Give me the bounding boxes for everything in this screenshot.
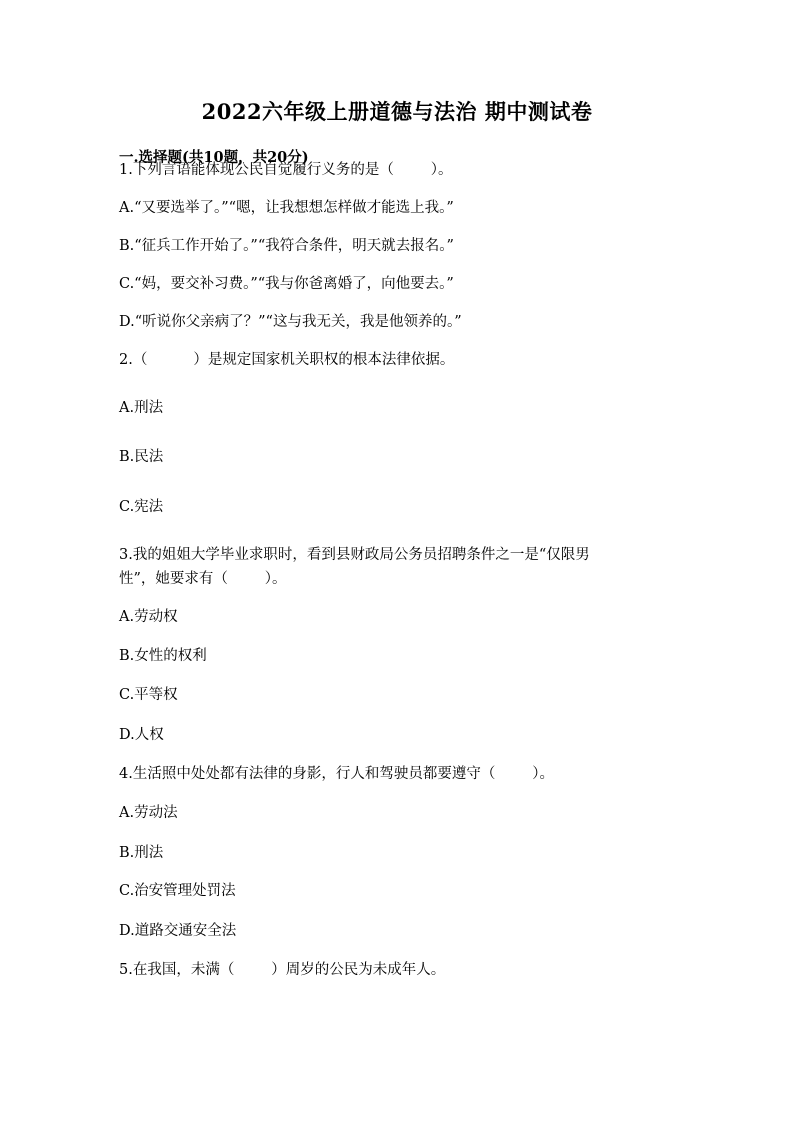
question-4-option-b: B.刑法	[119, 845, 164, 861]
question-1-option-b: B.“征兵工作开始了。”“我符合条件，明天就去报名。”	[119, 238, 454, 254]
question-1-option-c: C.“妈，要交补习费。”“我与你爸离婚了，向他要去。”	[119, 276, 454, 292]
question-4-option-d: D.道路交通安全法	[119, 923, 237, 939]
page-title: 2022六年级上册道德与法治 期中测试卷	[201, 99, 593, 124]
question-4-stem: 4.生活照中处处都有法律的身影，行人和驾驶员都要遵守（ ）。	[119, 766, 554, 782]
question-3-option-b: B.女性的权利	[119, 648, 207, 664]
question-3-stem-line-1: 3.我的姐姐大学毕业求职时，看到县财政局公务员招聘条件之一是“仅限男	[119, 547, 590, 563]
question-3-stem-line-2: 性”，她要求有（ ）。	[119, 571, 287, 587]
question-1-stem: 1.下列言语能体现公民自觉履行义务的是（ ）。	[119, 162, 453, 178]
question-4-option-a: A.劳动法	[119, 805, 178, 821]
question-1-option-d: D.“听说你父亲病了？”“这与我无关，我是他领养的。”	[119, 314, 462, 330]
question-3-option-a: A.劳动权	[119, 609, 178, 625]
question-2-stem: 2.（ ）是规定国家机关职权的根本法律依据。	[119, 352, 455, 368]
question-2-option-c: C.宪法	[119, 499, 164, 515]
question-5-stem: 5.在我国，未满（ ）周岁的公民为未成年人。	[119, 962, 446, 978]
question-2-option-a: A.刑法	[119, 400, 164, 416]
question-3-option-c: C.平等权	[119, 687, 178, 703]
section-heading: 一.选择题(共10题，共20分)	[119, 149, 309, 166]
question-2-option-b: B.民法	[119, 449, 164, 465]
question-3-option-d: D.人权	[119, 727, 164, 743]
question-1-option-a: A.“又要选举了。”“嗯，让我想想怎样做才能选上我。”	[119, 200, 454, 216]
question-4-option-c: C.治安管理处罚法	[119, 883, 236, 899]
